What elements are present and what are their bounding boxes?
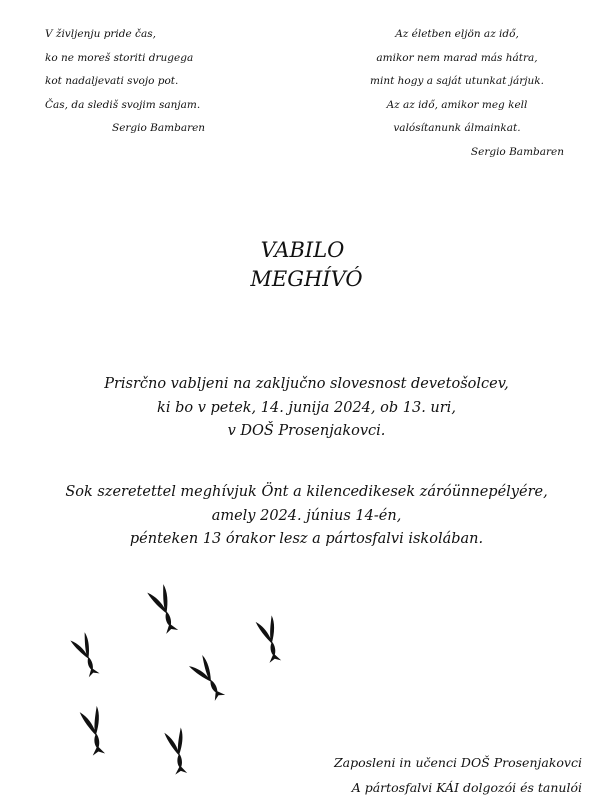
bird-icon	[79, 706, 106, 757]
invitation-line: pénteken 13 órakor lesz a pártosfalvi iskolában.	[129, 531, 484, 547]
bird-icon	[164, 727, 188, 775]
poem-author: Sergio Bambaren	[112, 122, 206, 135]
flying-birds-icon	[55, 578, 315, 788]
poem-author: Sergio Bambaren	[470, 145, 564, 158]
title-hungarian: MEGHÍVÓ	[250, 267, 363, 291]
invitation-line: ki bo v petek, 14. junija 2024, ob 13. uri,	[157, 399, 456, 416]
bird-icon	[187, 655, 225, 704]
invitation-line: v DOŠ Prosenjakovci.	[227, 423, 386, 439]
poem-hungarian	[350, 23, 564, 165]
poem-line: kot nadaljevati svojo pot.	[45, 75, 179, 88]
bird-icon	[146, 584, 179, 636]
signature-hungarian: A pártosfalvi KÁI dolgozói és tanulói	[351, 779, 582, 795]
poem-line: mint hogy a saját utunkat járjuk.	[370, 75, 544, 88]
invitation-line: amely 2024. június 14-én,	[211, 507, 402, 524]
poem-line: Az életben eljön az idő,	[395, 28, 519, 40]
poem-slovenian	[45, 23, 245, 141]
invitation-text-hungarian	[0, 481, 613, 552]
invitation-line: Prisrčno vabljeni na zaključno slovesnost devetošolcev,	[104, 376, 509, 392]
invitation-text-slovenian	[0, 373, 613, 444]
signature-slovenian: Zaposleni in učenci DOŠ Prosenjakovci	[333, 755, 582, 770]
poem-line: amikor nem marad más hátra,	[376, 51, 538, 64]
bird-icon	[69, 632, 100, 679]
poem-line: V življenju pride čas,	[45, 28, 156, 40]
invitation-line: Sok szeretettel meghívjuk Önt a kilencedikesek záróünnepélyére,	[65, 484, 548, 500]
poem-line: Az az idő, amikor meg kell	[386, 98, 528, 111]
invitation-title	[0, 236, 613, 294]
title-slovenian: VABILO	[260, 238, 345, 262]
poem-line: Čas, da slediš svojim sanjam.	[45, 98, 201, 111]
signature	[334, 751, 582, 800]
poem-line: ko ne moreš storiti drugega	[45, 51, 194, 64]
bird-icon	[255, 615, 282, 664]
poem-line: valósítanunk álmainkat.	[393, 122, 521, 135]
